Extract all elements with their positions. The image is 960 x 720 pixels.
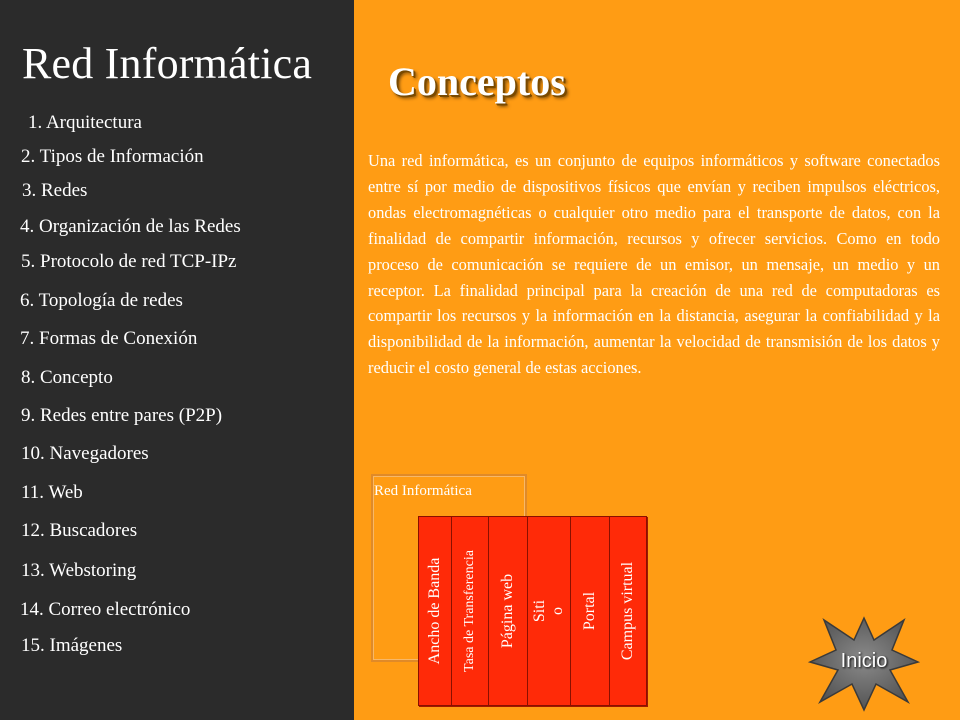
diagram-item-campus-virtual bbox=[609, 516, 647, 706]
start-button[interactable] bbox=[808, 610, 920, 712]
diagram-item-label: Siti o bbox=[531, 599, 566, 623]
nav-item-protocolo-tcp-ip[interactable]: 5. Protocolo de red TCP-IPz bbox=[21, 251, 237, 272]
start-button-label: Inicio bbox=[840, 650, 888, 672]
nav-item-redes-p2p[interactable]: 9. Redes entre pares (P2P) bbox=[21, 405, 223, 426]
page-title: Conceptos bbox=[388, 59, 566, 104]
nav-item-topologia-redes[interactable]: 6. Topología de redes bbox=[20, 290, 183, 311]
diagram-item-portal bbox=[570, 516, 610, 706]
nav-item-buscadores[interactable]: 12. Buscadores bbox=[21, 520, 138, 541]
nav-item-formas-conexion[interactable]: 7. Formas de Conexión bbox=[20, 328, 198, 349]
nav-item-correo-electronico[interactable]: 14. Correo electrónico bbox=[20, 599, 191, 620]
nav-item-redes[interactable]: 3. Redes bbox=[22, 180, 88, 201]
diagram-item-label: Página web bbox=[499, 573, 516, 649]
diagram-item-label: Campus virtual bbox=[619, 561, 636, 661]
diagram-item-label: Tasa de Transferencia bbox=[462, 550, 477, 672]
nav-item-imagenes[interactable]: 15. Imágenes bbox=[21, 635, 123, 656]
diagram-item-sitio bbox=[527, 516, 571, 706]
site-title: Red Informática bbox=[22, 39, 313, 88]
nav-item-web[interactable]: 11. Web bbox=[21, 482, 83, 503]
nav-item-arquitectura[interactable]: 1. Arquitectura bbox=[28, 112, 142, 133]
diagram-title: Red Informática bbox=[374, 483, 472, 499]
diagram-item-pagina-web bbox=[488, 516, 528, 706]
sidebar bbox=[0, 0, 354, 720]
diagram-item-label: Ancho de Banda bbox=[426, 557, 443, 665]
nav-item-concepto[interactable]: 8. Concepto bbox=[21, 367, 113, 388]
nav-item-webstoring[interactable]: 13. Webstoring bbox=[21, 560, 137, 581]
concept-paragraph: Una red informática, es un conjunto de equipos informáticos y software conectados entre sí por medio de dispositivos físicos que envían y reciben impulsos eléctricos, ondas electromagnéticas o cualquier otro medio para el transporte de datos, con la finalidad de compartir información, recursos y ofrecer servicios. Como en todo proceso de comunicación se requiere de un emisor, un mensaje, un medio y un receptor. La finalidad principal para la creación de una red de computadoras es compartir los recursos y la información en la distancia, asegurar la confiabilidad y la disponibilidad de la información, aumentar la velocidad de transmisión de los datos y reducir el costo general de estas acciones. bbox=[368, 151, 940, 378]
diagram-item-ancho-banda bbox=[418, 516, 452, 706]
diagram-item-tasa-transferencia bbox=[451, 516, 489, 706]
nav-item-organizacion-redes[interactable]: 4. Organización de las Redes bbox=[20, 216, 241, 237]
diagram-item-label: Portal bbox=[581, 591, 598, 631]
nav-item-navegadores[interactable]: 10. Navegadores bbox=[21, 443, 149, 464]
nav-item-tipos-informacion[interactable]: 2. Tipos de Información bbox=[21, 146, 204, 167]
